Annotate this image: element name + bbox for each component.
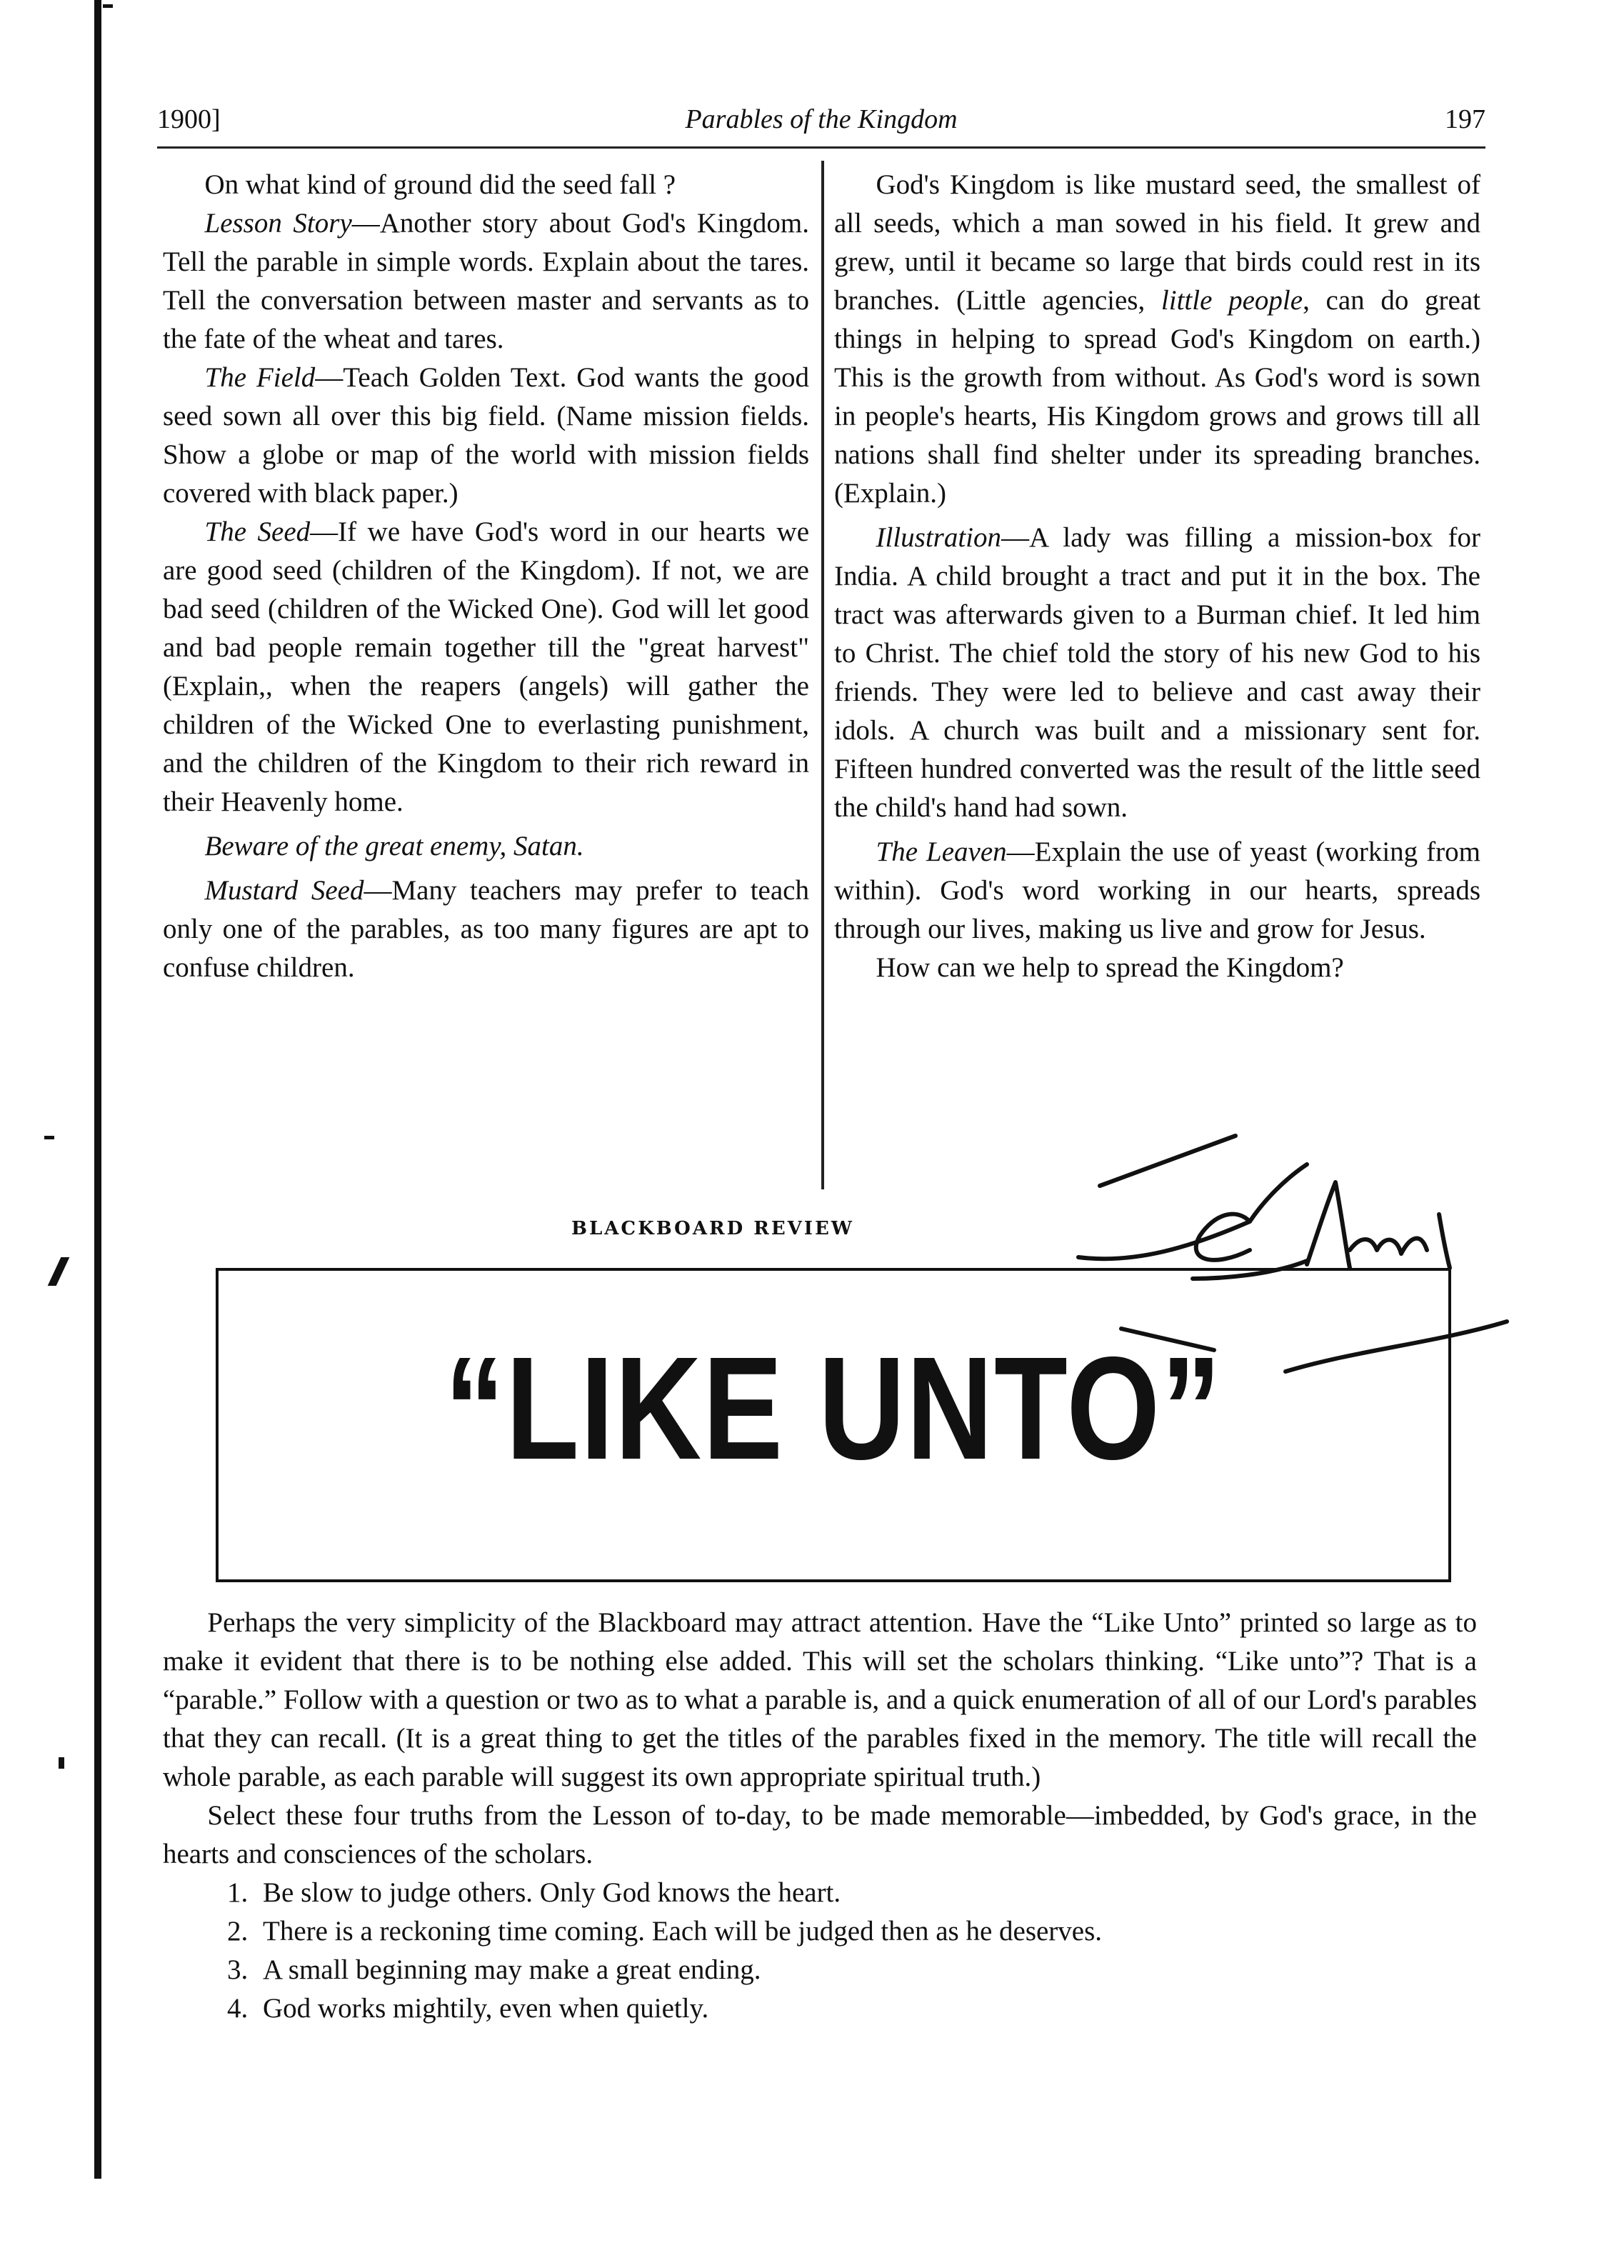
- handwritten-signature: [1036, 1114, 1535, 1386]
- right-column: [834, 166, 1480, 987]
- blackboard-text: “LIKE UNTO”: [444, 1327, 1223, 1490]
- seed-lead: The Seed: [204, 516, 311, 547]
- page-number: 197: [1445, 104, 1485, 134]
- beware-line: Beware of the great enemy, Satan.: [204, 831, 584, 861]
- paragraph: The Field—Teach Golden Text. God wants the good seed sown all over this big field. (Name mission fields. Show a globe or map of the world with mission fields covered with black paper.): [163, 362, 809, 509]
- paragraph: The Leaven—Explain the use of yeast (working from within). God's word working in our hearts, spreads through our lives, making us live and grow for Jesus.: [834, 836, 1480, 944]
- paragraph: On what kind of ground did the seed fall ?: [204, 169, 676, 200]
- lesson-story-lead: Lesson Story: [204, 208, 352, 239]
- edge-mark: [59, 1757, 64, 1769]
- page-edge-bar: [94, 0, 101, 2179]
- leaven-lead: The Leaven: [876, 836, 1007, 867]
- page-edge-tick: [103, 4, 113, 8]
- edge-mark: [48, 1257, 70, 1286]
- list-item: 2. There is a reckoning time coming. Each will be judged then as he deserves.: [227, 1916, 1103, 1947]
- paragraph: How can we help to spread the Kingdom?: [876, 952, 1344, 983]
- header-title: Parables of the Kingdom: [685, 104, 958, 134]
- paragraph: Lesson Story—Another story about God's Kingdom. Tell the parable in simple words. Explain about the tares. Tell the conversation between master and servants as to the fate of the wheat and tares.: [163, 208, 809, 354]
- paragraph: Mustard Seed—Many teachers may prefer to teach only one of the parables, as too many figures are apt to confuse children.: [163, 875, 809, 983]
- illustration-lead: Illustration: [876, 522, 1002, 553]
- left-column: [163, 166, 809, 987]
- header-rule: [157, 146, 1485, 149]
- paragraph: Perhaps the very simplicity of the Blackboard may attract attention. Have the “Like Unto” printed so large as to make it evident that there is to be nothing else added. This will set the scholars thinking. “Like unto”? That is a “parable.” Follow with a question or two as to what a parable is, and a quick enumeration of all of our Lord's parables that they can recall. (It is a great thing to get the titles of the parables fixed in the memory. The title will recall the whole parable, as each parable will suggest its own appropriate spiritual truth.): [163, 1607, 1477, 1792]
- mustard-lead: Mustard Seed: [204, 875, 364, 906]
- column-divider: [821, 161, 824, 1189]
- truths-list: [163, 1874, 1477, 2028]
- list-item: 3. A small beginning may make a great ending.: [227, 1954, 761, 1985]
- paragraph: Illustration—A lady was filling a mission-box for India. A child brought a tract and put it in the box. The tract was afterwards given to a Burman chief. It led him to Christ. The chief told the story of his new God to his friends. They were led to believe and cast away their idols. A church was built and a missionary sent for. Fifteen hundred converted was the result of the little seed the child's hand had sown.: [834, 522, 1480, 823]
- paragraph: [163, 827, 809, 866]
- field-lead: The Field: [204, 362, 316, 393]
- paragraph: The Seed—If we have God's word in our hearts we are good seed (children of the Kingdom). If not, we are bad seed (children of the Wicked One). God will let good and bad people remain together till the "great harvest" (Explain,, when the reapers (angels) will gather the children of the Wicked One to everlasting punishment, and the children of the Kingdom to their rich reward in their Heavenly home.: [163, 516, 809, 817]
- paragraph: God's Kingdom is like mustard seed, the smallest of all seeds, which a man sowed in his field. It grew and grew, until it became so large that birds could rest in its branches. (Little agencies, little people, can do great things in helping to spread God's Kingdom on earth.) This is the growth from without. As God's word is sown in people's hearts, His Kingdom grows and grows till all nations shall find shelter under its spreading branches. (Explain.): [834, 169, 1480, 509]
- running-head: [157, 104, 1485, 146]
- body-text: [163, 1604, 1477, 2028]
- edge-mark: [44, 1136, 54, 1139]
- paragraph: Select these four truths from the Lesson of to-day, to be made memorable—imbedded, by God's grace, in the hearts and consciences of the scholars.: [163, 1800, 1477, 1869]
- list-item: 4. God works mightily, even when quietly.: [227, 1993, 709, 2024]
- list-item: 1. Be slow to judge others. Only God knows the heart.: [227, 1877, 841, 1908]
- header-year: 1900]: [157, 104, 221, 134]
- blackboard-heading: BLACKBOARD REVIEW: [571, 1218, 854, 1239]
